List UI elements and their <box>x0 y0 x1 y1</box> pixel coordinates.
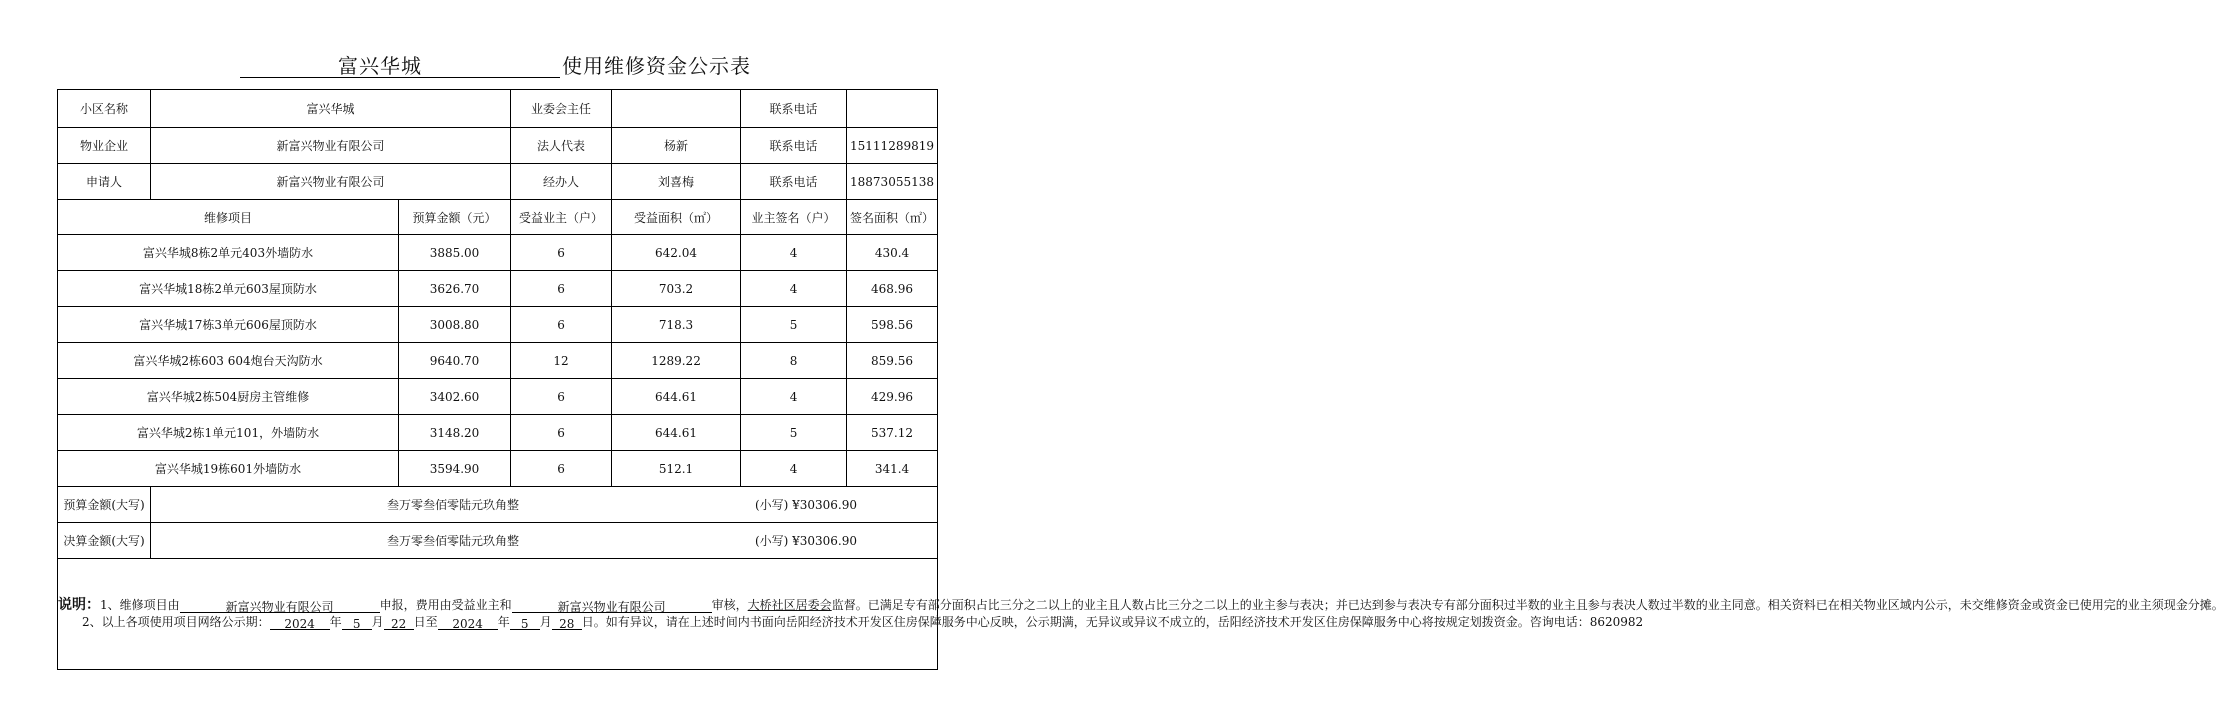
note-company-applicant: 新富兴物业有限公司 <box>180 599 380 613</box>
area-cell: 718.3 <box>612 307 741 343</box>
info-value <box>847 90 938 128</box>
project-cell: 富兴华城17栋3单元606屋顶防水 <box>58 307 399 343</box>
info-value: 新富兴物业有限公司 <box>151 128 511 164</box>
note-community: 大桥社区居委会 <box>747 598 832 613</box>
project-cell: 富兴华城2栋603 604炮台天沟防水 <box>58 343 399 379</box>
note-month-start: 5 <box>342 616 372 630</box>
note-text: 月 <box>539 615 552 629</box>
info-label: 物业企业 <box>58 128 151 164</box>
note-text: 日至 <box>413 615 438 629</box>
note-text: 申报，费用由受益业主和 <box>379 598 512 613</box>
signed-cell: 4 <box>741 451 847 487</box>
area-cell: 644.61 <box>612 379 741 415</box>
column-header-row <box>58 200 938 235</box>
owners-cell: 6 <box>511 307 612 343</box>
signed-cell: 4 <box>741 235 847 271</box>
info-value: 18873055138 <box>847 164 938 200</box>
budget-cell: 3402.60 <box>399 379 511 415</box>
note-year-start: 2024 <box>270 616 330 630</box>
budget-cell: 3626.70 <box>399 271 511 307</box>
info-label: 小区名称 <box>58 90 151 128</box>
column-header: 签名面积（㎡） <box>847 200 938 235</box>
column-header: 预算金额（元） <box>399 200 511 235</box>
total-words: 叁万零叁佰零陆元玖角整 <box>386 534 519 548</box>
info-value: 富兴华城 <box>151 90 511 128</box>
note-day-end: 28 <box>552 616 582 630</box>
table-row <box>58 343 938 379</box>
project-cell: 富兴华城2栋504厨房主管维修 <box>58 379 399 415</box>
table-row <box>58 451 938 487</box>
fund-table <box>57 89 2224 670</box>
area-cell: 642.04 <box>612 235 741 271</box>
signed-area-cell: 429.96 <box>847 379 938 415</box>
table-row <box>58 235 938 271</box>
owners-cell: 6 <box>511 379 612 415</box>
column-header: 受益业主（户） <box>511 200 612 235</box>
total-label: 预算金额(大写) <box>58 487 151 523</box>
owners-cell: 6 <box>511 451 612 487</box>
note-text: 1、维修项目由 <box>100 598 180 613</box>
note-heading: 说明： <box>58 597 100 614</box>
signed-area-cell: 598.56 <box>847 307 938 343</box>
page-title <box>0 50 1000 80</box>
info-value: 15111289819 <box>847 128 938 164</box>
area-cell: 703.2 <box>612 271 741 307</box>
info-value: 杨新 <box>612 128 741 164</box>
project-cell: 富兴华城2栋1单元101，外墙防水 <box>58 415 399 451</box>
owners-cell: 12 <box>511 343 612 379</box>
info-label: 联系电话 <box>741 90 847 128</box>
table-row <box>58 379 938 415</box>
note-text: 审核， <box>711 598 748 613</box>
info-value <box>612 90 741 128</box>
column-header: 业主签名（户） <box>741 200 847 235</box>
info-row <box>58 128 938 164</box>
table-row <box>58 415 938 451</box>
owners-cell: 6 <box>511 271 612 307</box>
budget-cell: 3148.20 <box>399 415 511 451</box>
note-company-auditor: 新富兴物业有限公司 <box>512 599 712 613</box>
note-cell <box>58 559 2224 670</box>
note-text: 2、以上各项使用项目网络公示期： <box>82 615 270 629</box>
table-row <box>58 307 938 343</box>
total-small: (小写) ¥30306.90 <box>754 498 858 512</box>
info-value: 新富兴物业有限公司 <box>151 164 511 200</box>
area-cell: 644.61 <box>612 415 741 451</box>
owners-cell: 6 <box>511 415 612 451</box>
note-text: 年 <box>329 615 342 629</box>
signed-cell: 4 <box>741 379 847 415</box>
owners-cell: 6 <box>511 235 612 271</box>
project-cell: 富兴华城8栋2单元403外墙防水 <box>58 235 399 271</box>
note-month-end: 5 <box>510 616 540 630</box>
area-cell: 512.1 <box>612 451 741 487</box>
note-row <box>58 559 938 670</box>
signed-area-cell: 537.12 <box>847 415 938 451</box>
total-small: (小写) ¥30306.90 <box>754 534 858 548</box>
title-suffix: 使用维修资金公示表 <box>562 54 751 78</box>
note-text: 监督。已满足专有部分面积占比三分之二以上的业主且人数占比三分之二以上的业主参与表决；并已达到参与表决专有部分面积过半数的业主且参与表决人数过半数的业主同意。相关资料已在相关物业区域内公示，未交维修资金或资金已使用完的业主须现金分摊。 <box>831 598 2224 613</box>
total-amount <box>151 487 938 523</box>
total-row-final <box>58 523 938 559</box>
project-cell: 富兴华城19栋601外墙防水 <box>58 451 399 487</box>
note-year-end: 2024 <box>438 616 498 630</box>
total-amount <box>151 523 938 559</box>
signed-area-cell: 859.56 <box>847 343 938 379</box>
budget-cell: 9640.70 <box>399 343 511 379</box>
total-label: 决算金额(大写) <box>58 523 151 559</box>
signed-area-cell: 341.4 <box>847 451 938 487</box>
info-row <box>58 164 938 200</box>
budget-cell: 3885.00 <box>399 235 511 271</box>
project-cell: 富兴华城18栋2单元603屋顶防水 <box>58 271 399 307</box>
signed-area-cell: 468.96 <box>847 271 938 307</box>
note-text: 年 <box>497 615 510 629</box>
total-row-budget <box>58 487 938 523</box>
info-label: 业委会主任 <box>511 90 612 128</box>
total-words: 叁万零叁佰零陆元玖角整 <box>386 498 519 512</box>
note-text: 月 <box>371 615 384 629</box>
budget-cell: 3594.90 <box>399 451 511 487</box>
info-label: 法人代表 <box>511 128 612 164</box>
budget-cell: 3008.80 <box>399 307 511 343</box>
column-header: 维修项目 <box>58 200 399 235</box>
column-header: 受益面积（㎡） <box>612 200 741 235</box>
note-text: 日。如有异议，请在上述时间内书面向岳阳经济技术开发区住房保障服务中心反映，公示期满，无异议或异议不成立的，岳阳经济技术开发区住房保障服务中心将按规定划拨资金。咨询电话：8620982 <box>581 615 1644 629</box>
title-community-name: 富兴华城 <box>338 54 422 78</box>
info-label: 联系电话 <box>741 164 847 200</box>
signed-cell: 4 <box>741 271 847 307</box>
signed-cell: 5 <box>741 415 847 451</box>
info-label: 申请人 <box>58 164 151 200</box>
info-label: 经办人 <box>511 164 612 200</box>
signed-cell: 5 <box>741 307 847 343</box>
signed-area-cell: 430.4 <box>847 235 938 271</box>
table-row <box>58 271 938 307</box>
signed-cell: 8 <box>741 343 847 379</box>
area-cell: 1289.22 <box>612 343 741 379</box>
info-row <box>58 90 938 128</box>
note-day-start: 22 <box>384 616 414 630</box>
info-value: 刘喜梅 <box>612 164 741 200</box>
info-label: 联系电话 <box>741 128 847 164</box>
